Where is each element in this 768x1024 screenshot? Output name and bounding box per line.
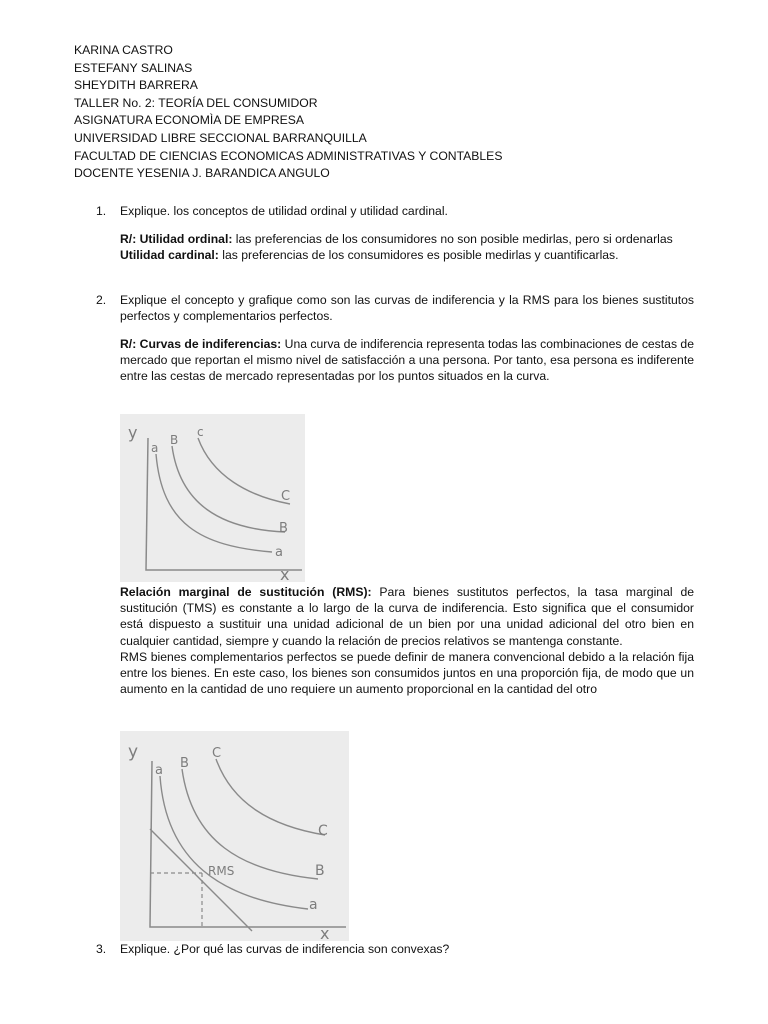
- question-text: Explique. los conceptos de utilidad ordinal y utilidad cardinal.: [120, 204, 448, 218]
- course-name: ASIGNATURA ECONOMÌA DE EMPRESA: [74, 113, 305, 128]
- question-number: 2.: [96, 293, 107, 307]
- curve-label-b-top: B: [170, 433, 179, 447]
- question-text: Explique el concepto y grafique como son las curvas de indiferencia y la RMS para los bienes sustitutos perfectos y complementarios perfectos.: [120, 293, 694, 324]
- question-number: 1.: [96, 204, 107, 218]
- answer-text: las preferencias de los consumidores es posible medirlas y cuantificarlas.: [218, 248, 619, 263]
- answer-text: Para bienes sustitutos perfectos, la tasa marginal de sustitución (TMS) es constante a lo largo de la curva de indiferencia. Esto significa que el consumidor está dispuesto a sustituir una unidad adicional de un bien por una unidad adicional del otro bien en cualquier cantidad, siempre y cuando la relación de precios relativos se mantenga constante.: [120, 585, 694, 648]
- answer-label: R/: Curvas de indiferencias:: [120, 337, 282, 351]
- curve-label-a-right: a: [309, 897, 318, 913]
- curve-label-c-right: C: [281, 489, 291, 504]
- rms-drawing: [120, 731, 349, 941]
- curve-label-c-top: c: [197, 425, 204, 439]
- rms-substitutes: [120, 584, 694, 649]
- author-1: KARINA CASTRO: [74, 43, 173, 57]
- curve-label-b-top: B: [180, 756, 189, 771]
- university-name: UNIVERSIDAD LIBRE SECCIONAL BARRANQUILLA: [74, 130, 367, 145]
- curve-label-a-top: a: [151, 441, 159, 455]
- faculty-name: FACULTAD DE CIENCIAS ECONOMICAS ADMINISTRATIVAS Y CONTABLES: [74, 148, 503, 163]
- curve-label-a-top: a: [155, 763, 163, 778]
- curve-label-c-right: C: [318, 823, 328, 839]
- answer-ordinal: [120, 231, 694, 247]
- x-axis-label: x: [280, 565, 290, 582]
- answer-label: Relación marginal de sustitución (RMS):: [120, 585, 372, 599]
- y-axis-label: y: [128, 742, 139, 762]
- x-axis-label: x: [320, 924, 330, 941]
- question-text: Explique. ¿Por qué las curvas de indiferencia son convexas?: [120, 942, 450, 956]
- answer-2-rms: [120, 584, 694, 697]
- answer-1: [120, 231, 694, 263]
- workshop-title: TALLER No. 2: TEORÍA DEL CONSUMIDOR: [74, 95, 318, 110]
- indifference-curves-drawing: [120, 414, 305, 582]
- answer-text: Una curva de indiferencia representa todas las combinaciones de cestas de mercado que reportan el mismo nivel de satisfacción a una persona. Por tanto, esa persona es indiferente entre las cestas de mercado representadas por los puntos situados en la curva.: [120, 337, 694, 384]
- question-2: [96, 292, 694, 324]
- rms-label: RMS: [208, 864, 235, 878]
- answer-2-definition: [120, 336, 694, 385]
- author-2: ESTEFANY SALINAS: [74, 60, 193, 75]
- question-1: [96, 203, 694, 219]
- author-3: SHEYDITH BARRERA: [74, 78, 198, 93]
- curve-label-b-right: B: [279, 521, 288, 536]
- indifference-curves-graph: [120, 414, 305, 582]
- answer-label: R/: Utilidad ordinal:: [120, 232, 233, 246]
- rms-graph: [120, 731, 349, 941]
- teacher-name: DOCENTE YESENIA J. BARANDICA ANGULO: [74, 166, 330, 181]
- answer-label: Utilidad cardinal:: [120, 248, 219, 263]
- rms-complements: RMS bienes complementarios perfectos se puede definir de manera convencional debido a la relación fija entre los bienes. En este caso, los bienes son consumidos juntos en una proporción fija, de modo que un aumento en la cantidad de uno requiere un aumento proporcional en la cantidad del otro: [120, 649, 694, 697]
- curve-label-c-top: C: [212, 746, 222, 761]
- curve-label-b-right: B: [315, 863, 325, 879]
- document-header: [74, 42, 502, 183]
- curve-label-a-right: a: [275, 545, 283, 560]
- answer-text: las preferencias de los consumidores no son posible medirlas, pero si ordenarlas: [232, 232, 673, 246]
- question-number: 3.: [96, 942, 107, 956]
- question-3: [96, 941, 694, 957]
- answer-cardinal: [120, 247, 694, 263]
- y-axis-label: y: [128, 423, 138, 442]
